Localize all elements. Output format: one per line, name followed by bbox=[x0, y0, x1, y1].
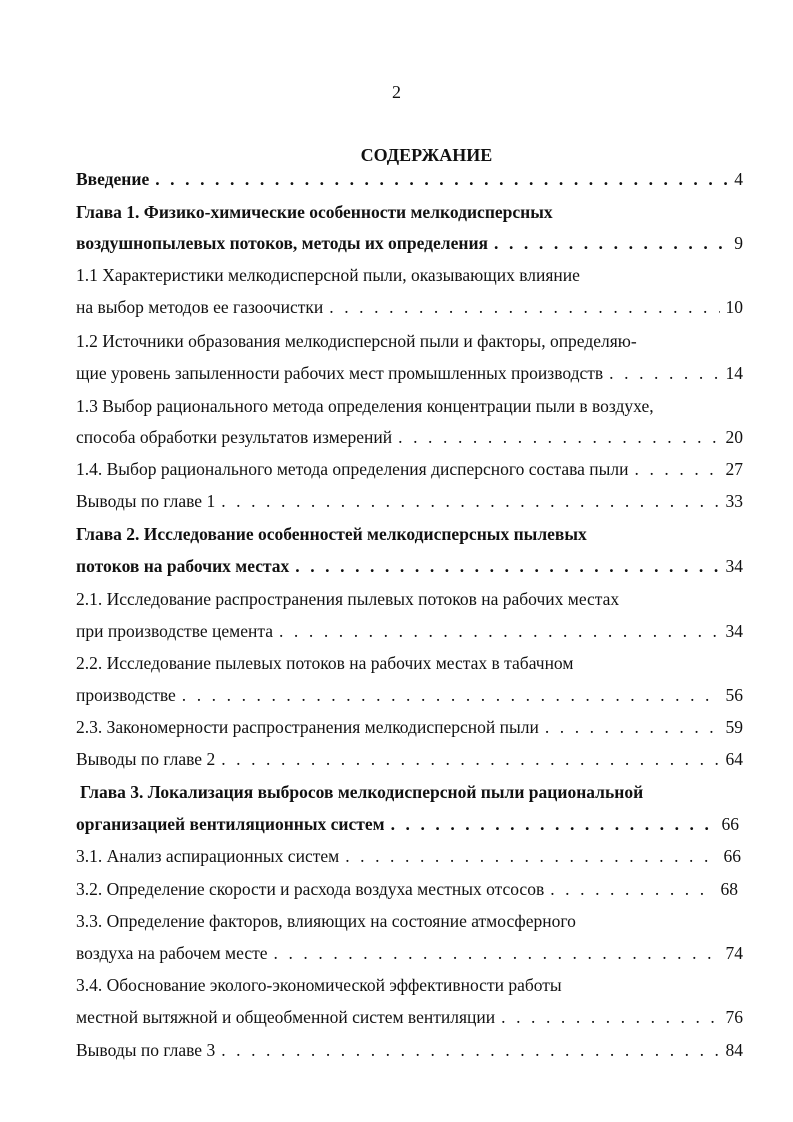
dot-leader bbox=[391, 813, 716, 835]
toc-section-1-2 bbox=[76, 362, 743, 384]
dot-leader bbox=[274, 942, 720, 964]
toc-entry-page: 33 bbox=[725, 491, 743, 511]
toc-section-3-1 bbox=[76, 845, 741, 867]
dot-leader bbox=[635, 458, 720, 480]
toc-entry-introduction bbox=[76, 168, 743, 190]
toc-entry-page: 34 bbox=[725, 621, 743, 641]
toc-entry-page: 74 bbox=[725, 943, 743, 963]
toc-entry-title: при производстве цемента bbox=[76, 621, 273, 641]
toc-entry-page: 59 bbox=[725, 717, 743, 737]
toc-section-2-3 bbox=[76, 716, 743, 738]
dot-leader bbox=[221, 748, 719, 770]
toc-entry-page: 66 bbox=[721, 814, 739, 834]
toc-section-3-4 bbox=[76, 1006, 743, 1028]
toc-entry-title: способа обработки результатов измерений bbox=[76, 427, 393, 447]
dot-leader bbox=[295, 555, 719, 577]
toc-entry-title: Выводы по главе 3 bbox=[76, 1040, 216, 1060]
dot-leader bbox=[182, 684, 720, 706]
toc-entry-title: 2.3. Закономерности распространения мелкодисперсной пыли bbox=[76, 717, 539, 737]
dot-leader bbox=[329, 296, 719, 318]
toc-chapter-2 bbox=[76, 555, 743, 577]
toc-conclusions-3 bbox=[76, 1039, 743, 1061]
toc-section-1-3-line1: 1.3 Выбор рационального метода определения концентрации пыли в воздухе, bbox=[76, 396, 654, 416]
toc-section-2-1 bbox=[76, 620, 743, 642]
dot-leader bbox=[550, 878, 714, 900]
toc-entry-title: Выводы по главе 2 bbox=[76, 749, 216, 769]
toc-entry-page: 14 bbox=[725, 363, 743, 383]
toc-entry-title: потоков на рабочих местах bbox=[76, 556, 290, 576]
dot-leader bbox=[501, 1006, 719, 1028]
toc-section-1-3 bbox=[76, 426, 743, 448]
toc-entry-page: 4 bbox=[734, 169, 743, 189]
toc-entry-page: 68 bbox=[720, 879, 738, 899]
dot-leader bbox=[221, 490, 719, 512]
toc-section-1-1 bbox=[76, 296, 743, 318]
dot-leader bbox=[345, 845, 717, 867]
toc-entry-page: 76 bbox=[725, 1007, 743, 1027]
toc-chapter-3-line1: Глава 3. Локализация выбросов мелкодисперсной пыли рациональной bbox=[80, 782, 644, 802]
toc-entry-title: на выбор методов ее газоочистки bbox=[76, 297, 324, 317]
toc-entry-page: 56 bbox=[725, 685, 743, 705]
dot-leader bbox=[155, 168, 728, 190]
toc-entry-title: 3.1. Анализ аспирационных систем bbox=[76, 846, 340, 866]
dot-leader bbox=[279, 620, 720, 642]
toc-section-2-1-line1: 2.1. Исследование распространения пылевых потоков на рабочих местах bbox=[76, 589, 620, 609]
toc-section-3-2 bbox=[76, 878, 738, 900]
toc-chapter-1-line1: Глава 1. Физико-химические особенности мелкодисперсных bbox=[76, 202, 553, 222]
toc-entry-title: 1.4. Выбор рационального метода определения дисперсного состава пыли bbox=[76, 459, 629, 479]
dot-leader bbox=[545, 716, 720, 738]
toc-entry-page: 34 bbox=[725, 556, 743, 576]
toc-entry-page: 9 bbox=[734, 233, 743, 253]
toc-entry-page: 10 bbox=[725, 297, 743, 317]
toc-section-1-2-line1: 1.2 Источники образования мелкодисперсной пыли и факторы, определяю- bbox=[76, 331, 637, 351]
toc-entry-title: организацией вентиляционных систем bbox=[76, 814, 385, 834]
toc-entry-title: 3.2. Определение скорости и расхода воздуха местных отсосов bbox=[76, 879, 545, 899]
toc-entry-title: местной вытяжной и общеобменной систем вентиляции bbox=[76, 1007, 496, 1027]
toc-entry-title: производстве bbox=[76, 685, 176, 705]
toc-section-2-2 bbox=[76, 684, 743, 706]
toc-section-1-4 bbox=[76, 458, 743, 480]
toc-entry-title: щие уровень запыленности рабочих мест промышленных производств bbox=[76, 363, 604, 383]
dot-leader bbox=[398, 426, 719, 448]
toc-chapter-2-line1: Глава 2. Исследование особенностей мелкодисперсных пылевых bbox=[76, 524, 587, 544]
toc-section-3-4-line1: 3.4. Обоснование эколого-экономической эффективности работы bbox=[76, 975, 562, 995]
toc-entry-page: 64 bbox=[725, 749, 743, 769]
toc-entry-page: 66 bbox=[723, 846, 741, 866]
toc-section-2-2-line1: 2.2. Исследование пылевых потоков на рабочих местах в табачном bbox=[76, 653, 574, 673]
toc-conclusions-2 bbox=[76, 748, 743, 770]
toc-section-1-1-line1: 1.1 Характеристики мелкодисперсной пыли, оказывающих влияние bbox=[76, 265, 580, 285]
dot-leader bbox=[609, 362, 719, 384]
toc-conclusions-1 bbox=[76, 490, 743, 512]
toc-chapter-3 bbox=[76, 813, 739, 835]
toc-section-3-3-line1: 3.3. Определение факторов, влияющих на состояние атмосферного bbox=[76, 911, 576, 931]
toc-entry-title: Введение bbox=[76, 169, 150, 189]
toc-entry-title: Выводы по главе 1 bbox=[76, 491, 216, 511]
toc-chapter-1 bbox=[76, 232, 743, 254]
toc-section-3-3 bbox=[76, 942, 743, 964]
toc-entry-page: 84 bbox=[725, 1040, 743, 1060]
dot-leader bbox=[221, 1039, 719, 1061]
toc-entry-title: воздуха на рабочем месте bbox=[76, 943, 268, 963]
page-title: СОДЕРЖАНИЕ bbox=[360, 145, 493, 165]
toc-entry-title: воздушнопылевых потоков, методы их определения bbox=[76, 233, 489, 253]
dot-leader bbox=[494, 232, 728, 254]
page-number: 2 bbox=[392, 82, 401, 102]
toc-entry-page: 20 bbox=[725, 427, 743, 447]
toc-entry-page: 27 bbox=[725, 459, 743, 479]
